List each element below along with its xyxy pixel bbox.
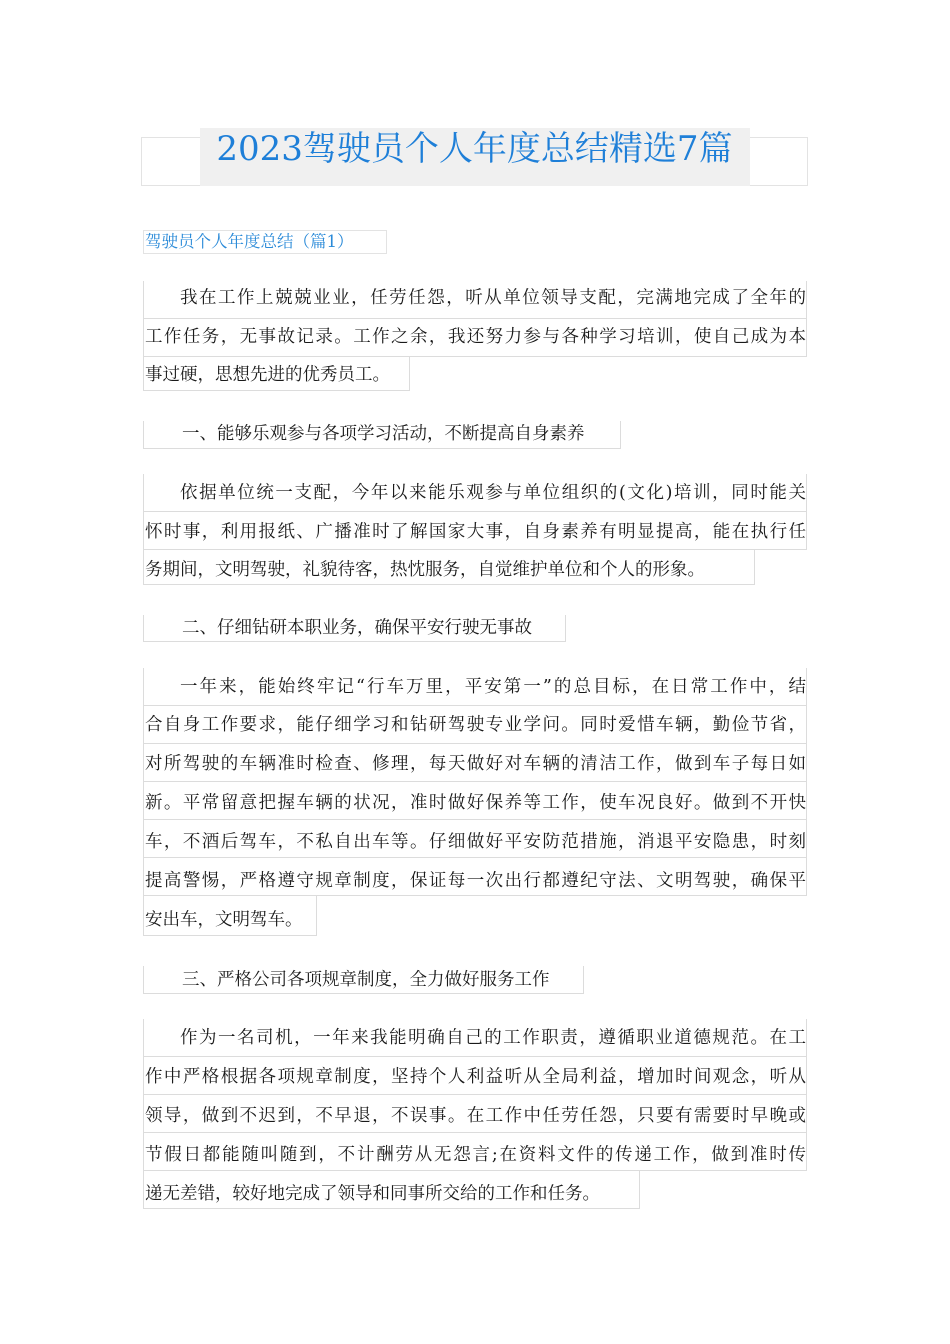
intro-line-2: 工作任务，无事故记录。工作之余，我还努力参与各种学习培训，使自己成为本	[145, 327, 806, 347]
para1-line-2: 怀时事，利用报纸、广播准时了解国家大事，自身素养有明显提高，能在执行任	[145, 522, 806, 542]
intro-line-3: 事过硬，思想先进的优秀员工。	[145, 365, 390, 385]
para1-line-1: 依据单位统一支配，今年以来能乐观参与单位组织的(文化)培训，同时能关	[180, 483, 806, 503]
heading-1: 一、能够乐观参与各项学习活动，不断提高自身素养	[182, 424, 585, 444]
para2-line-3: 对所驾驶的车辆准时检查、修理，每天做好对车辆的清洁工作，做到车子每日如	[145, 754, 806, 774]
para2-line-7: 安出车，文明驾车。	[145, 910, 303, 930]
para3-line-3: 领导，做到不迟到，不早退，不误事。在工作中任劳任怨，只要有需要时早晚或	[145, 1106, 806, 1126]
heading-3: 三、严格公司各项规章制度，全力做好服务工作	[182, 970, 550, 990]
section-title: 驾驶员个人年度总结（篇1）	[145, 232, 354, 251]
para1-line-3: 务期间，文明驾驶，礼貌待客，热忱服务，自觉维护单位和个人的形象。	[145, 560, 705, 580]
para2-line-6: 提高警惕，严格遵守规章制度，保证每一次出行都遵纪守法、文明驾驶，确保平	[145, 871, 806, 891]
intro-line-1: 我在工作上兢兢业业，任劳任怨，听从单位领导支配，完满地完成了全年的	[180, 288, 806, 308]
para3-line-5: 递无差错，较好地完成了领导和同事所交给的工作和任务。	[145, 1184, 600, 1204]
para2-line-2: 合自身工作要求，能仔细学习和钻研驾驶专业学问。同时爱惜车辆，勤俭节省，	[145, 715, 806, 735]
para2-line-4: 新。平常留意把握车辆的状况，准时做好保养等工作，使车况良好。做到不开快	[145, 793, 806, 813]
document-title: 2023驾驶员个人年度总结精选7篇	[216, 129, 733, 169]
para3-line-1: 作为一名司机，一年来我能明确自己的工作职责，遵循职业道德规范。在工	[180, 1028, 806, 1048]
para2-line-5: 车，不酒后驾车，不私自出车等。仔细做好平安防范措施，消退平安隐患，时刻	[145, 832, 806, 852]
para2-line-1: 一年来，能始终牢记“行车万里，平安第一”的总目标，在日常工作中，结	[180, 677, 806, 697]
heading-2: 二、仔细钻研本职业务，确保平安行驶无事故	[182, 618, 532, 638]
para3-line-4: 节假日都能随叫随到，不计酬劳从无怨言;在资料文件的传递工作，做到准时传	[145, 1145, 806, 1165]
para3-line-2: 作中严格根据各项规章制度，坚持个人利益听从全局利益，增加时间观念，听从	[145, 1067, 806, 1087]
